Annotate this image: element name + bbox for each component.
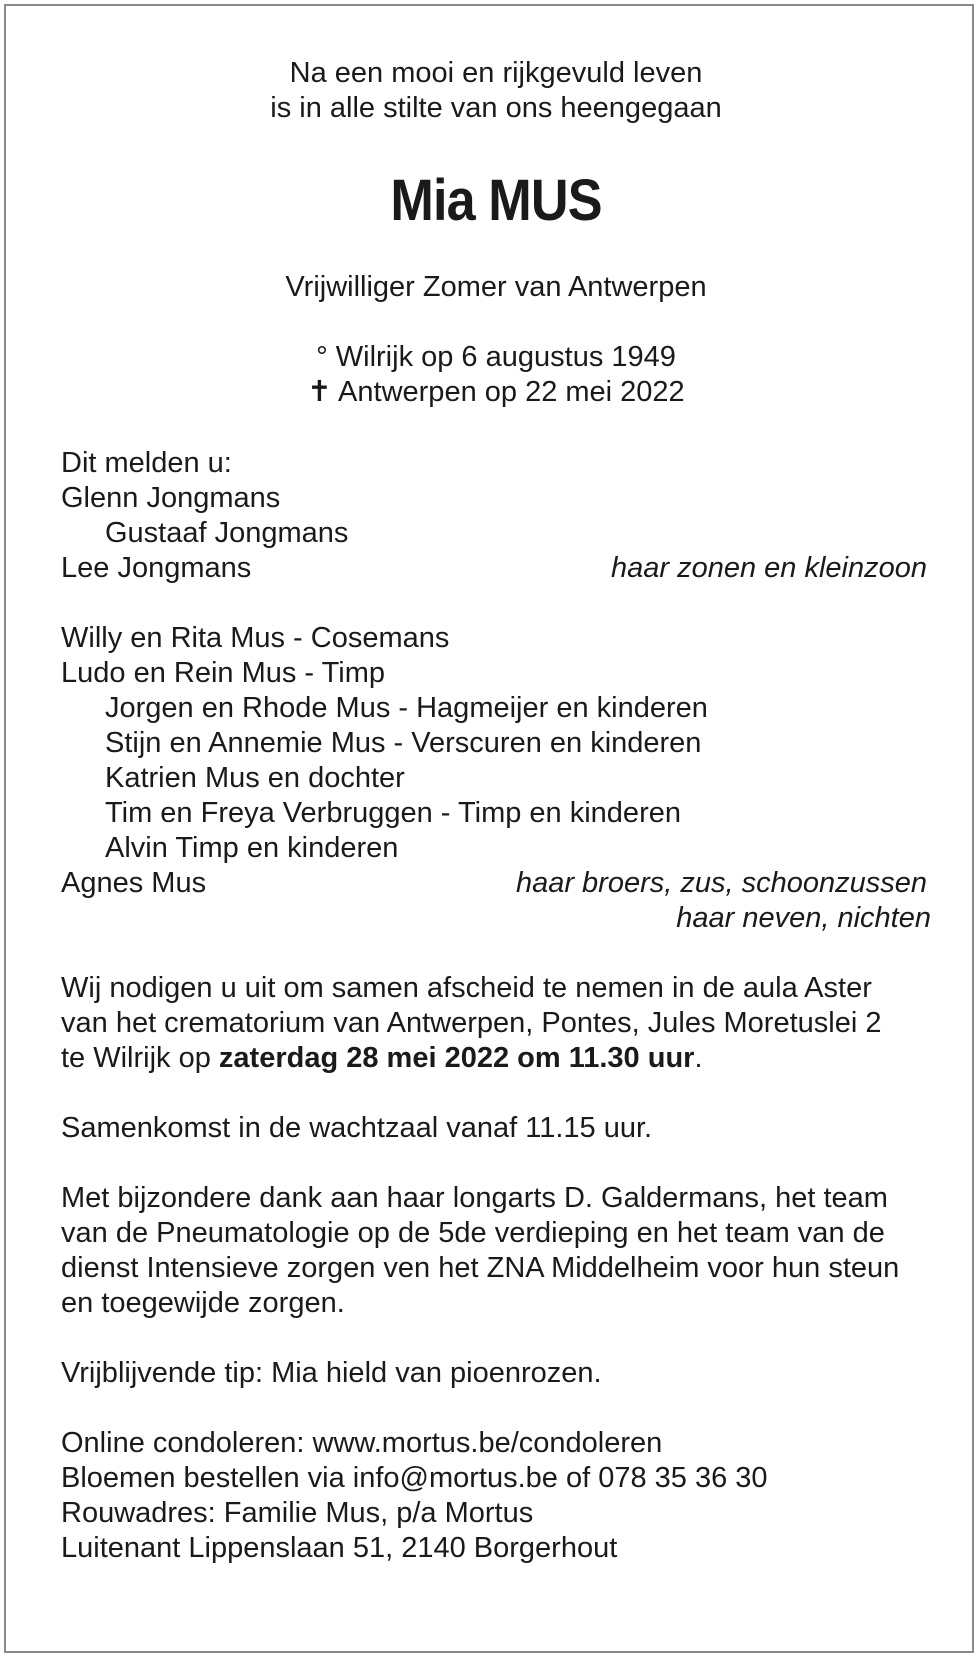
obituary-frame	[4, 4, 974, 1653]
family-role: haar zonen en kleinzoon	[610, 552, 927, 584]
family-group-2	[61, 621, 931, 936]
family-member: Lee Jongmans	[61, 552, 252, 584]
family-member: Ludo en Rein Mus - Timp	[61, 657, 385, 689]
family-member: Agnes Mus	[61, 867, 207, 899]
intro-line-2: is in alle stilte van ons heengegaan	[270, 92, 722, 124]
family-line	[61, 726, 931, 761]
family-line	[61, 656, 931, 691]
contact-street-address: Luitenant Lippenslaan 51, 2140 Borgerhout	[61, 1532, 618, 1564]
family-line	[61, 761, 931, 796]
intro-line-1: Na een mooi en rijkgevuld leven	[289, 57, 703, 89]
subtitle: Vrijwilliger Zomer van Antwerpen	[285, 271, 707, 303]
obituary-content	[61, 56, 931, 1566]
contact-condolence: Online condoleren: www.mortus.be/condoleren	[61, 1427, 663, 1459]
family-line	[61, 481, 931, 516]
family-line	[61, 551, 931, 586]
contact-flowers: Bloemen bestellen via info@mortus.be of 078 35 36 30	[61, 1462, 768, 1494]
family-line	[61, 866, 931, 901]
invitation-text-before: Wij nodigen u uit om samen afscheid te nemen in de aula Aster van het crematorium van Antwerpen, Pontes, Jules Moretuslei 2 te Wilrijk op	[61, 972, 882, 1074]
birth-line: ° Wilrijk op 6 augustus 1949	[316, 341, 676, 373]
contact-info	[61, 1426, 931, 1566]
family-line	[61, 621, 931, 656]
dates	[61, 340, 931, 410]
family-member: Tim en Freya Verbruggen - Timp en kinderen	[105, 797, 681, 829]
family-member: Stijn en Annemie Mus - Verscuren en kinderen	[105, 727, 702, 759]
death-line: ✝ Antwerpen op 22 mei 2022	[307, 376, 685, 408]
invitation-text-after: .	[694, 1042, 703, 1074]
intro-text	[61, 56, 931, 126]
invitation-text	[61, 971, 911, 1076]
deceased-name: Mia MUS	[390, 168, 602, 233]
invitation-date-time: zaterdag 28 mei 2022 om 11.30 uur	[218, 1042, 695, 1074]
family-member: Willy en Rita Mus - Cosemans	[61, 622, 450, 654]
family-heading: Dit melden u:	[61, 447, 232, 479]
thanks-text: Met bijzondere dank aan haar longarts D. Galdermans, het team van de Pneumatologie op de 5de verdieping en het team van de dienst Intensieve zorgen ven het ZNA Middelheim voor hun steun en toegewijde zorgen.	[61, 1182, 900, 1319]
family-member: Gustaaf Jongmans	[105, 517, 349, 549]
family-member: Katrien Mus en dochter	[105, 762, 405, 794]
family-role: haar broers, zus, schoonzussen	[515, 867, 927, 899]
tip-text: Vrijblijvende tip: Mia hield van pioenrozen.	[61, 1357, 602, 1389]
family-line	[61, 516, 931, 551]
family-member: Alvin Timp en kinderen	[105, 832, 399, 864]
contact-mourning-address: Rouwadres: Familie Mus, p/a Mortus	[61, 1497, 534, 1529]
family-role-extra: haar neven, nichten	[676, 902, 931, 934]
family-member: Glenn Jongmans	[61, 482, 281, 514]
family-line	[61, 691, 931, 726]
family-member: Jorgen en Rhode Mus - Hagmeijer en kinderen	[105, 692, 708, 724]
family-line	[61, 831, 931, 866]
family-line	[61, 796, 931, 831]
family-group-1	[61, 446, 931, 586]
gathering-text: Samenkomst in de wachtzaal vanaf 11.15 uur.	[61, 1112, 653, 1144]
